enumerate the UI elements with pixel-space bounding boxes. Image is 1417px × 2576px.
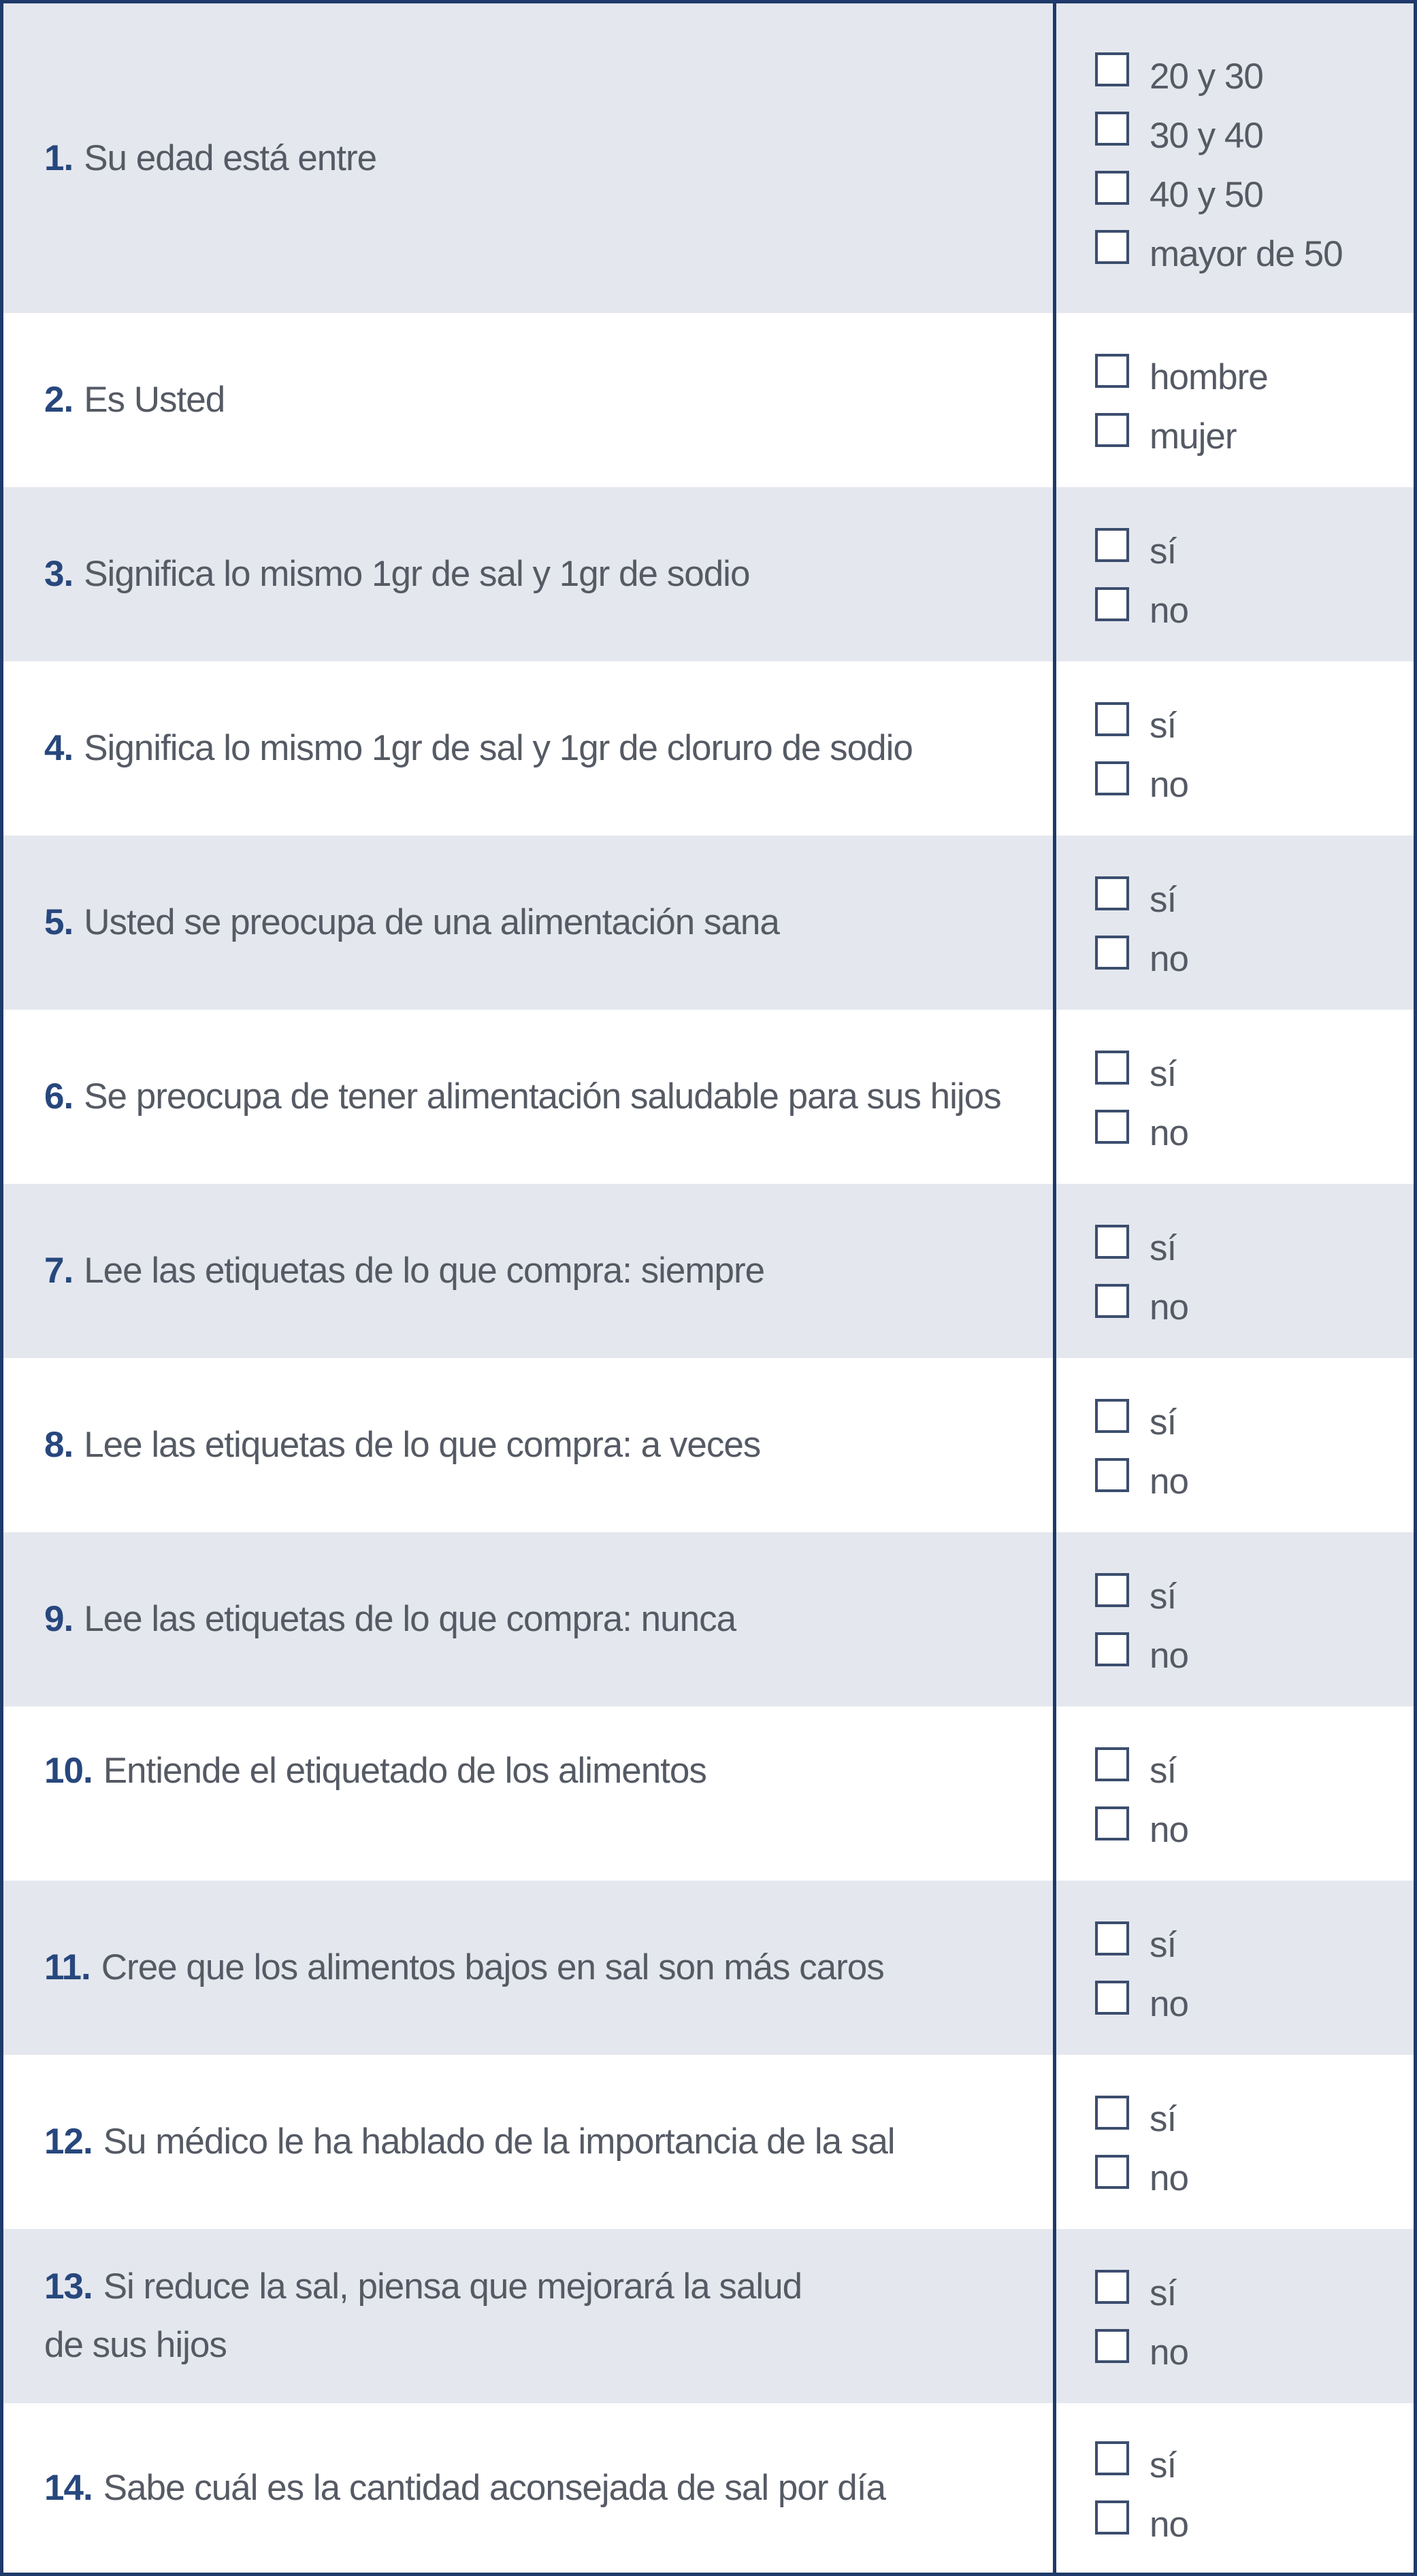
question-cell	[3, 2229, 1053, 2403]
answer-option[interactable]	[1095, 2429, 1414, 2488]
answer-option[interactable]	[1095, 218, 1414, 277]
question-text	[44, 129, 376, 188]
checkbox[interactable]	[1095, 2155, 1129, 2189]
checkbox[interactable]	[1095, 413, 1129, 447]
answer-cell	[1053, 661, 1414, 836]
question-number: 12.	[44, 2121, 93, 2162]
checkbox[interactable]	[1095, 230, 1129, 264]
answer-cell	[1053, 1881, 1414, 2055]
question-number: 13.	[44, 2266, 93, 2307]
checkbox[interactable]	[1095, 587, 1129, 621]
question-label: Cree que los alimentos bajos en sal son más caros	[101, 1947, 884, 1987]
question-label: Significa lo mismo 1gr de sal y 1gr de sodio	[84, 554, 750, 594]
answer-cell	[1053, 1184, 1414, 1358]
question-number: 2.	[44, 380, 74, 420]
question-row-3	[3, 487, 1414, 661]
question-number: 4.	[44, 728, 74, 768]
option-label: 40 y 50	[1150, 174, 1263, 215]
option-label: 30 y 40	[1150, 115, 1263, 156]
answer-option[interactable]	[1095, 40, 1414, 99]
answer-cell	[1053, 2403, 1414, 2573]
checkbox[interactable]	[1095, 1981, 1129, 2015]
checkbox[interactable]	[1095, 936, 1129, 970]
question-row-6	[3, 1010, 1414, 1184]
question-row-14	[3, 2403, 1414, 2573]
question-label: Si reduce la sal, piensa que mejorará la salud de sus hijos	[44, 2266, 802, 2365]
option-label: mayor de 50	[1150, 233, 1343, 274]
checkbox[interactable]	[1095, 2500, 1129, 2534]
question-row-12	[3, 2055, 1414, 2229]
answer-cell	[1053, 487, 1414, 661]
answer-option[interactable]	[1095, 748, 1414, 808]
question-text	[44, 1938, 884, 1997]
question-number: 1.	[44, 137, 74, 178]
question-number: 7.	[44, 1251, 74, 1291]
checkbox[interactable]	[1095, 1806, 1129, 1840]
checkbox[interactable]	[1095, 171, 1129, 205]
question-label: Entiende el etiquetado de los alimentos	[103, 1751, 706, 1791]
checkbox[interactable]	[1095, 1051, 1129, 1085]
question-cell	[3, 313, 1053, 487]
answer-cell	[1053, 1532, 1414, 1706]
question-number: 6.	[44, 1076, 74, 1117]
option-label: sí	[1150, 1576, 1177, 1617]
question-number: 14.	[44, 2467, 93, 2508]
question-cell	[3, 836, 1053, 1010]
question-cell	[3, 2403, 1053, 2573]
option-label: no	[1150, 2504, 1188, 2545]
answer-option[interactable]	[1095, 2488, 1414, 2547]
answer-option[interactable]	[1095, 1560, 1414, 1619]
option-label: sí	[1150, 2273, 1177, 2313]
answer-option[interactable]	[1095, 1271, 1414, 1330]
checkbox[interactable]	[1095, 876, 1129, 910]
answer-option[interactable]	[1095, 2257, 1414, 2316]
option-label: no	[1150, 1810, 1188, 1850]
checkbox[interactable]	[1095, 1573, 1129, 1607]
answer-option[interactable]	[1095, 2083, 1414, 2142]
answer-option[interactable]	[1095, 689, 1414, 748]
question-cell	[3, 661, 1053, 836]
checkbox[interactable]	[1095, 1921, 1129, 1955]
question-row-9	[3, 1532, 1414, 1706]
question-row-5	[3, 836, 1414, 1010]
answer-option[interactable]	[1095, 1968, 1414, 2027]
answer-cell	[1053, 836, 1414, 1010]
option-label: sí	[1150, 880, 1177, 920]
question-row-1	[3, 3, 1414, 313]
option-label: no	[1150, 765, 1188, 805]
checkbox[interactable]	[1095, 1225, 1129, 1259]
question-text	[44, 1742, 706, 1800]
question-label: Su edad está entre	[84, 137, 377, 178]
checkbox[interactable]	[1095, 702, 1129, 736]
question-cell	[3, 1881, 1053, 2055]
answer-cell	[1053, 1358, 1414, 1532]
answer-cell	[1053, 1010, 1414, 1184]
question-cell	[3, 1358, 1053, 1532]
answer-option[interactable]	[1095, 2142, 1414, 2201]
question-text	[44, 719, 913, 778]
checkbox[interactable]	[1095, 354, 1129, 388]
checkbox[interactable]	[1095, 112, 1129, 146]
checkbox[interactable]	[1095, 52, 1129, 86]
question-number: 5.	[44, 902, 74, 942]
checkbox[interactable]	[1095, 761, 1129, 795]
option-label: hombre	[1150, 357, 1268, 397]
question-label: Sabe cuál es la cantidad aconsejada de sal por día	[103, 2467, 885, 2508]
answer-option[interactable]	[1095, 341, 1414, 400]
answer-option[interactable]	[1095, 1619, 1414, 1679]
option-label: sí	[1150, 1054, 1177, 1094]
question-label: Lee las etiquetas de lo que compra: siempre	[84, 1251, 765, 1291]
answer-option[interactable]	[1095, 1386, 1414, 1445]
option-label: 20 y 30	[1150, 56, 1263, 97]
checkbox[interactable]	[1095, 2270, 1129, 2304]
answer-option[interactable]	[1095, 2316, 1414, 2375]
option-label: no	[1150, 2158, 1188, 2198]
option-label: no	[1150, 2332, 1188, 2373]
question-text	[44, 1242, 764, 1300]
checkbox[interactable]	[1095, 2096, 1129, 2130]
checkbox[interactable]	[1095, 1284, 1129, 1318]
question-row-4	[3, 661, 1414, 836]
answer-option[interactable]	[1095, 863, 1414, 923]
question-number: 3.	[44, 554, 74, 594]
checkbox[interactable]	[1095, 1399, 1129, 1433]
question-label: Usted se preocupa de una alimentación sana	[84, 902, 779, 942]
question-number: 11.	[44, 1947, 91, 1987]
question-row-2	[3, 313, 1414, 487]
question-label: Lee las etiquetas de lo que compra: a veces	[84, 1425, 761, 1465]
answer-option[interactable]	[1095, 1734, 1414, 1794]
answer-cell	[1053, 2055, 1414, 2229]
question-label: Su médico le ha hablado de la importancia de la sal	[103, 2121, 895, 2162]
option-label: mujer	[1150, 416, 1237, 457]
answer-option[interactable]	[1095, 1212, 1414, 1271]
answer-cell	[1053, 313, 1414, 487]
answer-option[interactable]	[1095, 1038, 1414, 1097]
option-label: no	[1150, 591, 1188, 631]
question-row-10	[3, 1706, 1414, 1881]
answer-option[interactable]	[1095, 1794, 1414, 1853]
option-label: sí	[1150, 2099, 1177, 2139]
option-label: sí	[1150, 531, 1177, 572]
question-label: Es Usted	[84, 380, 225, 420]
checkbox[interactable]	[1095, 2441, 1129, 2475]
option-label: sí	[1150, 1402, 1177, 1442]
option-label: sí	[1150, 1751, 1177, 1791]
question-text	[44, 545, 749, 604]
question-cell	[3, 1184, 1053, 1358]
question-text	[44, 1416, 760, 1474]
checkbox[interactable]	[1095, 1110, 1129, 1144]
answer-cell	[1053, 3, 1414, 313]
answer-option[interactable]	[1095, 99, 1414, 159]
question-number: 10.	[44, 1751, 93, 1791]
answer-option[interactable]	[1095, 1445, 1414, 1504]
question-number: 9.	[44, 1599, 74, 1639]
option-label: sí	[1150, 706, 1177, 746]
option-label: sí	[1150, 1925, 1177, 1965]
option-label: no	[1150, 1113, 1188, 1153]
question-text	[44, 893, 779, 952]
question-text	[44, 2258, 828, 2375]
question-text	[44, 1590, 736, 1649]
option-label: no	[1150, 1287, 1188, 1327]
checkbox[interactable]	[1095, 1632, 1129, 1666]
answer-option[interactable]	[1095, 574, 1414, 633]
question-text	[44, 2113, 895, 2171]
option-label: no	[1150, 1984, 1188, 2024]
option-label: sí	[1150, 2445, 1177, 2486]
question-cell	[3, 3, 1053, 313]
answer-option[interactable]	[1095, 400, 1414, 459]
question-row-7	[3, 1184, 1414, 1358]
checkbox[interactable]	[1095, 1747, 1129, 1781]
question-cell	[3, 2055, 1053, 2229]
checkbox[interactable]	[1095, 1458, 1129, 1492]
question-cell	[3, 1010, 1053, 1184]
question-text	[44, 1068, 1001, 1126]
answer-cell	[1053, 1706, 1414, 1881]
question-cell	[3, 1532, 1053, 1706]
option-label: sí	[1150, 1228, 1177, 1268]
answer-option[interactable]	[1095, 1097, 1414, 1156]
question-text	[44, 371, 225, 429]
question-row-13	[3, 2229, 1414, 2403]
question-label: Lee las etiquetas de lo que compra: nunca	[84, 1599, 736, 1639]
answer-cell	[1053, 2229, 1414, 2403]
checkbox[interactable]	[1095, 2329, 1129, 2363]
option-label: no	[1150, 1462, 1188, 1502]
option-label: no	[1150, 1636, 1188, 1676]
answer-option[interactable]	[1095, 515, 1414, 574]
question-row-8	[3, 1358, 1414, 1532]
answer-option[interactable]	[1095, 923, 1414, 982]
answer-option[interactable]	[1095, 159, 1414, 218]
checkbox[interactable]	[1095, 528, 1129, 562]
option-label: no	[1150, 939, 1188, 979]
question-row-11	[3, 1881, 1414, 2055]
question-label: Se preocupa de tener alimentación saludable para sus hijos	[84, 1076, 1001, 1117]
question-cell	[3, 1706, 1053, 1881]
question-number: 8.	[44, 1425, 74, 1465]
answer-option[interactable]	[1095, 1909, 1414, 1968]
question-cell	[3, 487, 1053, 661]
question-label: Significa lo mismo 1gr de sal y 1gr de cloruro de sodio	[84, 728, 913, 768]
question-text	[44, 2459, 885, 2517]
